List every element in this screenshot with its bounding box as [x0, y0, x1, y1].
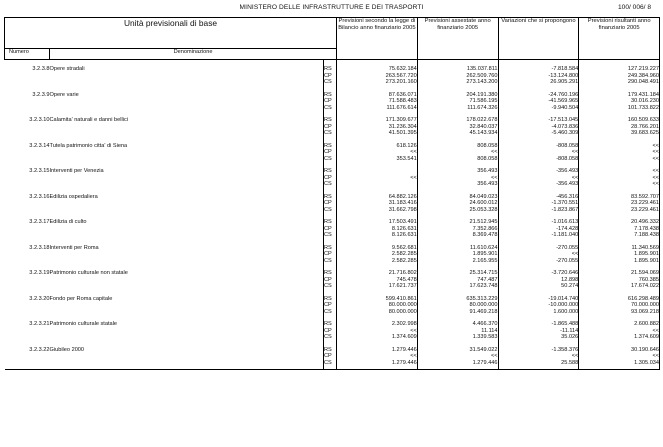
- row-type-code: RS: [324, 239, 337, 252]
- value-previsioni-bilancio: 75.632.184: [337, 60, 418, 73]
- row-denominazione: Edilizia di culto: [49, 219, 87, 225]
- value-variazioni: -808.058: [498, 137, 579, 150]
- value-variazioni: 35.026: [498, 334, 579, 341]
- value-previsioni-bilancio: 17.503.491: [337, 213, 418, 226]
- row-number: 3.2.3.14: [29, 142, 50, 149]
- row-type-code: CS: [324, 79, 337, 86]
- value-previsioni-bilancio: 2.302.998: [337, 315, 418, 328]
- value-previsioni-risultanti: <<: [579, 353, 660, 360]
- value-previsioni-risultanti: <<: [579, 328, 660, 335]
- row-type-code: CS: [324, 258, 337, 265]
- value-previsioni-bilancio: [337, 162, 418, 175]
- value-previsioni-bilancio: 263.567.720: [337, 73, 418, 80]
- value-previsioni-assestate: 7.352.866: [417, 226, 498, 233]
- row-denominazione: Fondo per Roma capitale: [49, 295, 113, 302]
- row-type-code: CP: [324, 277, 337, 284]
- value-previsioni-bilancio: 2.582.285: [337, 251, 418, 258]
- value-variazioni: <<: [498, 175, 579, 182]
- row-type-code: CS: [324, 156, 337, 163]
- value-previsioni-risultanti: 17.674.022: [579, 283, 660, 290]
- value-previsioni-risultanti: 7.178.438: [579, 226, 660, 233]
- row-type-code: CS: [324, 105, 337, 112]
- value-previsioni-risultanti: 7.188.438: [579, 232, 660, 239]
- row-number: 3.2.3.19: [29, 270, 50, 276]
- value-previsioni-assestate: 1.279.446: [417, 360, 498, 370]
- table-row: [5, 341, 660, 354]
- value-previsioni-assestate: 84.049.023: [417, 188, 498, 201]
- value-previsioni-bilancio: 273.201.160: [337, 79, 418, 86]
- value-previsioni-assestate: 32.840.037: [417, 124, 498, 131]
- value-previsioni-assestate: 71.586.195: [417, 98, 498, 105]
- value-variazioni: -41.569.965: [498, 98, 579, 105]
- table-row: [5, 86, 660, 99]
- value-previsioni-risultanti: 30.190.646: [579, 341, 660, 354]
- row-number: 3.2.3.22: [29, 346, 50, 353]
- header-numero: Numero: [5, 49, 50, 60]
- value-variazioni: -356.493: [498, 181, 579, 188]
- value-previsioni-bilancio: <<: [337, 175, 418, 182]
- value-previsioni-risultanti: 28.766.201: [579, 124, 660, 131]
- value-previsioni-assestate: 24.600.012: [417, 200, 498, 207]
- value-variazioni: <<: [498, 251, 579, 258]
- header-previsioni-bilancio: Previsioni secondo la legge di Bilancio anno finanziario 2005: [337, 18, 418, 60]
- value-previsioni-risultanti: 2.600.882: [579, 315, 660, 328]
- value-previsioni-bilancio: <<: [337, 149, 418, 156]
- row-number-empty: [5, 360, 50, 370]
- row-number: 3.2.3.15: [29, 168, 50, 174]
- value-previsioni-risultanti: 23.229.461: [579, 200, 660, 207]
- value-previsioni-risultanti: 127.219.227: [579, 60, 660, 73]
- row-type-code: RS: [324, 188, 337, 201]
- row-denominazione: Interventi per Roma: [49, 244, 99, 251]
- row-denominazione: Edilizia ospedaliera: [49, 193, 98, 200]
- value-previsioni-assestate: 747.487: [417, 277, 498, 284]
- value-previsioni-assestate: 4.466.370: [417, 315, 498, 328]
- page-number: 100/ 006/ 8: [618, 4, 651, 11]
- value-variazioni: -456.316: [498, 188, 579, 201]
- value-previsioni-assestate: 111.674.326: [417, 105, 498, 112]
- value-previsioni-risultanti: 21.594.069: [579, 264, 660, 277]
- row-type-code: CS: [324, 232, 337, 239]
- ministry-title: MINISTERO DELLE INFRASTRUTTURE E DEI TRASPORTI: [239, 4, 424, 11]
- row-number: 3.2.3.9: [32, 91, 50, 98]
- value-previsioni-risultanti: 83.592.707: [579, 188, 660, 201]
- value-variazioni: 25.588: [498, 360, 579, 370]
- row-type-code: RS: [324, 213, 337, 226]
- value-variazioni: -9.940.504: [498, 105, 579, 112]
- row-number: 3.2.3.21: [29, 321, 50, 327]
- value-variazioni: -808.058: [498, 156, 579, 163]
- value-previsioni-bilancio: 41.501.395: [337, 130, 418, 137]
- value-previsioni-assestate: 45.143.934: [417, 130, 498, 137]
- value-variazioni: -11.114: [498, 328, 579, 335]
- row-number: 3.2.3.16: [29, 193, 50, 200]
- value-previsioni-bilancio: 171.309.677: [337, 111, 418, 124]
- value-previsioni-assestate: <<: [417, 353, 498, 360]
- row-type-code: CS: [324, 360, 337, 370]
- row-denominazione: Patrimonio culturale non statale: [49, 270, 128, 276]
- value-previsioni-risultanti: 11.340.569: [579, 239, 660, 252]
- value-previsioni-bilancio: <<: [337, 353, 418, 360]
- table-row: [5, 111, 660, 124]
- table-row: [5, 60, 660, 73]
- value-variazioni: -1.865.488: [498, 315, 579, 328]
- value-previsioni-risultanti: 290.048.491: [579, 79, 660, 86]
- value-previsioni-risultanti: 30.016.230: [579, 98, 660, 105]
- value-previsioni-assestate: 25.053.328: [417, 207, 498, 214]
- value-previsioni-risultanti: 93.069.218: [579, 309, 660, 316]
- value-previsioni-bilancio: 599.410.861: [337, 290, 418, 303]
- value-variazioni: -1.823.867: [498, 207, 579, 214]
- table-body: [5, 60, 660, 370]
- row-denominazione: Calamita' naturali e danni bellici: [49, 117, 128, 123]
- row-number: 3.2.3.10: [29, 117, 50, 123]
- value-variazioni: -270.055: [498, 239, 579, 252]
- row-denominazione: Giubileo 2000: [49, 346, 85, 353]
- value-variazioni: -356.493: [498, 162, 579, 175]
- value-previsioni-bilancio: 80.000.000: [337, 302, 418, 309]
- value-previsioni-bilancio: 8.126.631: [337, 232, 418, 239]
- value-previsioni-bilancio: 1.374.609: [337, 334, 418, 341]
- row-type-code: CP: [324, 226, 337, 233]
- value-variazioni: -1.181.040: [498, 232, 579, 239]
- header-variazioni: Variazioni che si propongono: [498, 18, 579, 60]
- value-previsioni-assestate: 11.114: [417, 328, 498, 335]
- table-row: [5, 360, 660, 370]
- value-previsioni-risultanti: 1.895.901: [579, 251, 660, 258]
- value-variazioni: -174.428: [498, 226, 579, 233]
- value-variazioni: -5.460.309: [498, 130, 579, 137]
- value-previsioni-bilancio: 618.126: [337, 137, 418, 150]
- row-type-code: CS: [324, 130, 337, 137]
- table-row: [5, 315, 660, 328]
- value-previsioni-assestate: 8.369.478: [417, 232, 498, 239]
- value-previsioni-bilancio: 9.562.681: [337, 239, 418, 252]
- value-previsioni-risultanti: 160.509.633: [579, 111, 660, 124]
- value-previsioni-bilancio: 111.676.614: [337, 105, 418, 112]
- header-unita: Unità previsionali di base: [5, 18, 337, 49]
- value-previsioni-risultanti: <<: [579, 175, 660, 182]
- header-previsioni-risultanti: Previsioni risultanti anno finanziario 2005: [579, 18, 660, 60]
- value-previsioni-risultanti: 39.683.625: [579, 130, 660, 137]
- value-previsioni-risultanti: <<: [579, 149, 660, 156]
- value-previsioni-risultanti: 23.229.461: [579, 207, 660, 214]
- value-variazioni: -13.124.800: [498, 73, 579, 80]
- row-type-code: CP: [324, 328, 337, 335]
- table-row: [5, 290, 660, 303]
- value-variazioni: -19.014.740: [498, 290, 579, 303]
- row-type-code: CP: [324, 149, 337, 156]
- value-variazioni: 50.274: [498, 283, 579, 290]
- value-variazioni: 1.600.000: [498, 309, 579, 316]
- row-type-code: CP: [324, 175, 337, 182]
- row-type-code: RS: [324, 137, 337, 150]
- value-variazioni: -17.513.045: [498, 111, 579, 124]
- value-previsioni-assestate: 178.022.678: [417, 111, 498, 124]
- row-type-code: CP: [324, 124, 337, 131]
- value-previsioni-assestate: 21.512.945: [417, 213, 498, 226]
- value-previsioni-bilancio: 64.882.126: [337, 188, 418, 201]
- row-type-code: RS: [324, 162, 337, 175]
- value-variazioni: -4.073.836: [498, 124, 579, 131]
- row-type-code: CP: [324, 98, 337, 105]
- header-previsioni-assestate: Previsioni assestate anno finanziario 2005: [417, 18, 498, 60]
- row-denominazione: Patrimonio culturale statale: [49, 321, 117, 327]
- row-number: 3.2.3.17: [29, 219, 50, 225]
- row-denominazione: Opere stradali: [49, 66, 85, 72]
- value-previsioni-bilancio: 71.588.483: [337, 98, 418, 105]
- value-previsioni-bilancio: 31.662.798: [337, 207, 418, 214]
- value-variazioni: -3.720.646: [498, 264, 579, 277]
- table-row: [5, 137, 660, 150]
- value-variazioni: -270.055: [498, 258, 579, 265]
- row-type-code: CS: [324, 334, 337, 341]
- value-previsioni-assestate: 1.339.583: [417, 334, 498, 341]
- row-type-code: RS: [324, 264, 337, 277]
- row-type-code: RS: [324, 315, 337, 328]
- value-previsioni-risultanti: 1.305.034: [579, 360, 660, 370]
- row-type-code: CS: [324, 283, 337, 290]
- value-previsioni-assestate: 808.058: [417, 137, 498, 150]
- row-denominazione: Interventi per Venezia: [49, 168, 104, 174]
- row-type-code: RS: [324, 341, 337, 354]
- value-previsioni-risultanti: 1.374.609: [579, 334, 660, 341]
- value-previsioni-assestate: <<: [417, 149, 498, 156]
- row-type-code: CP: [324, 353, 337, 360]
- value-previsioni-bilancio: 353.541: [337, 156, 418, 163]
- budget-table: [4, 17, 660, 370]
- row-type-code: CP: [324, 73, 337, 80]
- value-previsioni-assestate: 356.493: [417, 181, 498, 188]
- row-denominazione: Tutela patrimonio citta' di Siena: [49, 142, 128, 149]
- value-previsioni-risultanti: 616.298.489: [579, 290, 660, 303]
- value-variazioni: <<: [498, 149, 579, 156]
- value-variazioni: -7.818.584: [498, 60, 579, 73]
- value-previsioni-assestate: 80.000.000: [417, 302, 498, 309]
- value-previsioni-bilancio: 17.621.737: [337, 283, 418, 290]
- value-variazioni: -1.358.376: [498, 341, 579, 354]
- value-previsioni-assestate: 204.191.380: [417, 86, 498, 99]
- value-previsioni-bilancio: 1.279.446: [337, 341, 418, 354]
- value-previsioni-assestate: 11.610.624: [417, 239, 498, 252]
- row-type-code: CP: [324, 251, 337, 258]
- value-previsioni-assestate: 356.493: [417, 162, 498, 175]
- value-previsioni-assestate: 273.143.200: [417, 79, 498, 86]
- row-denominazione: Opere varie: [49, 91, 79, 98]
- value-variazioni: -1.016.613: [498, 213, 579, 226]
- value-previsioni-risultanti: 179.431.184: [579, 86, 660, 99]
- row-type-code: RS: [324, 290, 337, 303]
- value-previsioni-assestate: 262.509.760: [417, 73, 498, 80]
- value-previsioni-bilancio: 31.236.304: [337, 124, 418, 131]
- value-previsioni-risultanti: 101.733.822: [579, 105, 660, 112]
- value-previsioni-bilancio: 21.716.802: [337, 264, 418, 277]
- row-number: 3.2.3.18: [29, 244, 50, 251]
- row-number: 3.2.3.8: [32, 66, 50, 72]
- row-type-code: CS: [324, 309, 337, 316]
- row-type-code: RS: [324, 111, 337, 124]
- value-previsioni-bilancio: 2.582.285: [337, 258, 418, 265]
- value-previsioni-assestate: 1.895.901: [417, 251, 498, 258]
- value-previsioni-bilancio: 80.000.000: [337, 309, 418, 316]
- value-previsioni-bilancio: 745.478: [337, 277, 418, 284]
- row-number: 3.2.3.20: [29, 295, 50, 302]
- value-previsioni-bilancio: <<: [337, 328, 418, 335]
- table-row: [5, 264, 660, 277]
- value-previsioni-assestate: 31.549.022: [417, 341, 498, 354]
- value-previsioni-risultanti: <<: [579, 181, 660, 188]
- table-row: [5, 162, 660, 175]
- value-previsioni-bilancio: 1.279.446: [337, 360, 418, 370]
- value-variazioni: 12.898: [498, 277, 579, 284]
- value-previsioni-assestate: 17.623.748: [417, 283, 498, 290]
- value-previsioni-assestate: 2.165.955: [417, 258, 498, 265]
- value-previsioni-assestate: 635.313.229: [417, 290, 498, 303]
- value-variazioni: <<: [498, 353, 579, 360]
- value-previsioni-risultanti: <<: [579, 156, 660, 163]
- value-previsioni-risultanti: <<: [579, 162, 660, 175]
- value-previsioni-bilancio: 8.126.631: [337, 226, 418, 233]
- table-row: [5, 188, 660, 201]
- value-previsioni-assestate: 91.469.218: [417, 309, 498, 316]
- table-row: [5, 213, 660, 226]
- value-previsioni-bilancio: 87.636.071: [337, 86, 418, 99]
- row-denominazione-empty: [50, 360, 324, 370]
- value-previsioni-assestate: 808.058: [417, 156, 498, 163]
- value-previsioni-risultanti: 249.384.960: [579, 73, 660, 80]
- row-type-code: CP: [324, 302, 337, 309]
- value-previsioni-risultanti: 1.895.901: [579, 258, 660, 265]
- value-previsioni-risultanti: <<: [579, 137, 660, 150]
- row-type-code: CP: [324, 200, 337, 207]
- value-previsioni-risultanti: 20.496.332: [579, 213, 660, 226]
- value-variazioni: -10.000.000: [498, 302, 579, 309]
- value-variazioni: -1.370.551: [498, 200, 579, 207]
- value-previsioni-assestate: <<: [417, 175, 498, 182]
- value-previsioni-risultanti: 70.000.000: [579, 302, 660, 309]
- value-previsioni-assestate: 25.314.715: [417, 264, 498, 277]
- value-variazioni: 26.905.291: [498, 79, 579, 86]
- header-denominazione: Denominazione: [50, 49, 337, 60]
- value-previsioni-risultanti: 760.385: [579, 277, 660, 284]
- value-previsioni-assestate: 135.037.811: [417, 60, 498, 73]
- row-type-code: RS: [324, 86, 337, 99]
- table-row: [5, 239, 660, 252]
- value-variazioni: -24.760.196: [498, 86, 579, 99]
- row-type-code: CS: [324, 207, 337, 214]
- row-type-code: RS: [324, 60, 337, 73]
- row-type-code: CS: [324, 181, 337, 188]
- value-previsioni-bilancio: 31.183.416: [337, 200, 418, 207]
